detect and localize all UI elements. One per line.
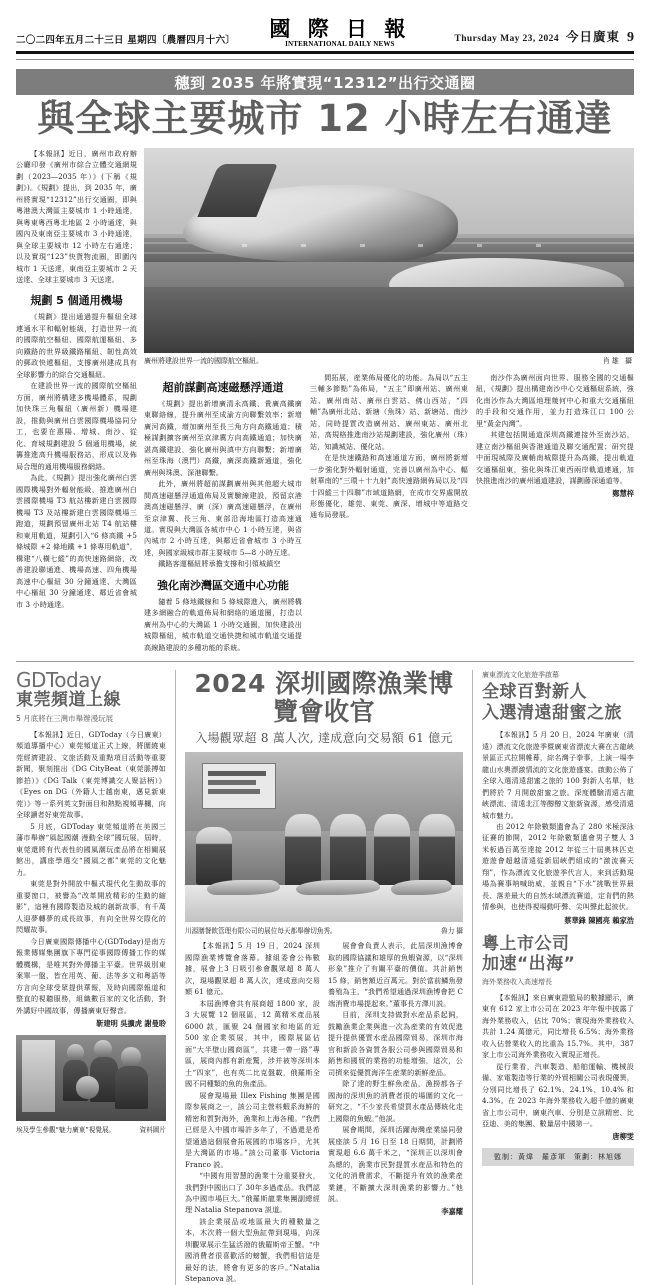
photo-apron <box>144 287 634 353</box>
lead-col4-text <box>476 372 634 487</box>
production-credits: 監制：黃煒 羅彥軍 策劃：林旭娜 <box>482 1148 634 1166</box>
fishexpo-article <box>185 670 463 1285</box>
photo-display-panel <box>22 1040 55 1112</box>
lead-subhead-2: 超前謀劃高速磁懸浮通道 <box>162 380 284 394</box>
gdtoday-title-chinese: 東莞頻道上線 <box>16 690 121 711</box>
photo-window <box>360 244 365 247</box>
fishexpo-p4: “中國有用智慧的漁業十分重要發火，我們對中國出口了 30年多過產品。我們認為中國市場巨大。”俄羅斯龍業集團副總經理 Natalia Stepanova 説道。 <box>185 1171 320 1215</box>
fishexpo-headline: 2024 深圳國際漁業博覽會收官 <box>194 669 454 727</box>
fishexpo-p1: 【本報訊】5 月 19 日，2024 深圳國際漁業博覽會落幕。據組委會公佈數據，展會上3 日吸引參會觀眾超 8 萬人次，現場觀眾超 8 萬人次，達成意向交易額 61 億元。 <box>185 941 320 997</box>
fishexpo-p8: 除了達的野生鮮魚産品，漁撈都各子國海的深圳魚的消費者很的場圍的文化一研究之，“不少家長希望買水產品傳統化走上國際的魚蝦。”他説。 <box>328 1079 463 1123</box>
photo-fish <box>296 880 379 895</box>
lead-col2-text-b <box>144 596 302 653</box>
fishexpo-col1 <box>185 940 320 1285</box>
egypt-photo-caption-row <box>16 1124 166 1134</box>
egypt-photo-credit: 資料圖片 <box>139 1126 166 1134</box>
masthead-logo-chinese: 國 際 日 報 <box>269 16 411 41</box>
photo-sign-line <box>208 789 260 793</box>
gdtoday-p1: 【本報訊】近日，GDToday（今日廣東）頻道導播中心）東莞頻道正式上線，將圍繞東莞經濟建設、文旅活動及重點項目活動等重要新聞，聚刻推出《DG CityBeat（東莞脈搏如節拍）》《DG Talk（東莞博識交人聚話柄）》《Eyes on DG（外籍人士越南東，邁見新東莞）》等一系列英文對面目和熱點視頻專欄，向全球讀者好東莞故事。 <box>16 729 166 820</box>
lead-col2-p3: 鐵路客運樞紐將承擔支撐和引領城鎮空 <box>158 559 281 569</box>
lower-section <box>16 670 634 1285</box>
lead-col3-p4: 南沙作為廣州面向世界、服務全國的交通樞紐，《規劃》提出構建南沙中心交通樞紐系統，強化南沙作為大灣區地理幾何中心和重大交通樞紐的手段和交通作用，並力打造珠江口 100 公里“黃金內灣”。 <box>476 372 634 428</box>
masthead-right <box>455 27 634 48</box>
photo-booth-sign <box>202 763 276 809</box>
listedco-article <box>482 934 634 1143</box>
masthead-page-number: 9 <box>626 30 634 45</box>
gdtoday-p3: 東莞是對外開放中樞式現代化生動故事的重要窗口，被譽為“改革開放精彩的生動的縮影”，這裡有國際製造及城的創新故事，有千萬人迎夢轉夢的成長故事，有向全世界交際化的閃耀故事。 <box>16 879 166 935</box>
fishexpo-photo-caption: 川源膳餐飲管理有限公司的展位每天都舉辦切魚秀。 <box>185 927 337 936</box>
airport-photo-caption: 廣州將建設世界一流的國際航空樞紐。 <box>144 356 263 365</box>
gdtoday-p2: 5 月底，GDToday 東莞頻道將在美國三藩市舉辦“風起國潮 漫動全球”國玩展，屆時，東莞還將有代表性的國風潮玩產品將在相關展館出，講座學選交“國風之都”東莞的文化魅力。 <box>16 821 166 877</box>
lead-col3-p2: 隨着 5 條地鐵線和 5 條城際進入，廣州將構建多網融合的軌道佈局和網絡的通道圈，打造以廣州為中心的大灣區 1 小時交通圈，加快建設出城際樞紐，城市軌道交通快捷和城市軌道交通提高線路建設的多種功能的系統。 <box>144 596 302 652</box>
lead-col1-rest <box>16 311 137 610</box>
lead-story <box>16 148 634 654</box>
wedding-kicker: 廣東漂流文化旅遊季啟幕 <box>482 671 559 680</box>
lead-kicker-bar <box>16 69 634 95</box>
photo-fish <box>391 880 452 895</box>
fishexpo-byline: 李嘉耀 <box>441 1207 463 1217</box>
listedco-title-line2: 加速“出海” <box>482 954 576 975</box>
photo-window <box>418 244 423 247</box>
gdtoday-p4: 今日廣東國際傳播中心(GDToday)是南方報業傳媒集團旗下專門從事國際傳播工作的媒體機構，是唯其對外傳播主平臺。世界級別東案單一盤、皆在用英、葡、法等多文和粵語等方言向全球受眾提供華報，及時向國際報道和整直的視聽服務，組織數百家的文化活動，對外講好中國故事，傳播廣東好聲音。 <box>16 936 166 1015</box>
lead-lower-columns <box>144 372 634 654</box>
lead-story-column-1 <box>16 148 137 654</box>
masthead-section-name: 今日廣東 <box>565 29 620 44</box>
lead-col1-p3: 在建設世界一流的國際航空樞紐方面，廣州將構建多機場體系，規劃加快珠三角樞紐（廣州新）機場建設，推動與廣州白雲國際機場協同分工，也要在惠陽、增城、南沙、從化、育城規劃建設 5 個通用機場，統籌推進高升機場服務站，形成以及佈局合理的通用機場服務網絡。 <box>16 381 137 471</box>
lead-kicker-text: 穗到 2035 年將實現“12312”出行交通圈 <box>174 73 476 92</box>
photo-fish <box>207 880 279 895</box>
lead-subhead-1: 規劃 5 個通用機場 <box>30 294 123 308</box>
gdtoday-body <box>16 729 166 1016</box>
masthead-logo <box>269 18 410 48</box>
listedco-subtitle: 海外業務收入高速增長 <box>482 977 552 986</box>
photo-sign-line <box>208 771 266 776</box>
lead-col3-text <box>310 372 468 521</box>
lead-headline: 與全球主要城市 12 小時左右通達 <box>37 97 613 140</box>
fishexpo-photo-credit: 魯力 攝 <box>441 927 463 936</box>
fishexpo-p2: 本屆漁博會共有展商超 1800 家，設 3 大展覽 12 個展區，12 萬精米產品展 6000 款，匯聚 24 個國家和地區的近 500 家企業領展，其中，國際展區佔面“大半壁山國商區”，共建一帶一路”專區，展商內都有新産驚，涉并被等深圳本土“四家”，也有英二比克盤載，俄羅斯全國不同種類的魚的魚產品。 <box>185 998 320 1089</box>
masthead-rule-thin <box>16 59 634 60</box>
gdtoday-byline: 靳建明 吳擴虎 謝曼聆 <box>96 1019 166 1028</box>
lead-col1-text <box>16 148 137 286</box>
fishexpo-column-1 <box>185 940 320 1285</box>
airport-photo-credit: 肖雄 攝 <box>602 356 634 365</box>
lead-story-column-2 <box>144 372 302 654</box>
masthead-logo-english: INTERNATIONAL DAILY NEWS <box>285 40 395 48</box>
gdtoday-article <box>16 670 166 1285</box>
lead-photo-block <box>144 148 634 654</box>
listedco-byline: 唐柳雯 <box>612 1132 634 1142</box>
masthead-date-chinese: 二〇二四年五月二十三日 星期四〔農曆四月十六〕 <box>16 35 236 46</box>
photo-person-head <box>67 1044 84 1061</box>
wedding-article <box>482 670 634 926</box>
fishexpo-col2 <box>328 940 463 1204</box>
masthead-date-english: Thursday May 23, 2024 <box>454 34 559 44</box>
lead-col3-p1: 間拓展，産業佈局優化的功能。為局以“五主三輔多節點”為佈局，“五主”即廣州站、廣州東站、廣州南站、廣州白雲站、佛山西站，“四輔”為廣州北站、新塘（魚珠）站、新塘站、南沙站，同時提質改造廣州站、廣州東站、廣州北站，高規格推進南沙站規劃建設，強化廣州（珠）站，知識城站、優化站。 <box>310 372 468 451</box>
wedding-title-line1: 全球百對新人 <box>482 682 587 703</box>
photo-person <box>285 814 321 892</box>
fishexpo-subtitle: 入場觀眾超 8 萬人次, 達成意向交易額 61 億元 <box>195 731 453 746</box>
lead-col2-text <box>144 398 302 570</box>
photo-person-head <box>76 1076 99 1098</box>
lead-subhead-3: 強化南沙灣區交通中心功能 <box>157 578 289 592</box>
fishexpo-p3: 展會現場最 Illex Fishing 集團是國際参展商之一，該公司主營料蝦系海鮮的精密和質對海外，漁業和上海各種。“我們已經是入中國市場許多年了，不過還是希望通過這個展會拓展國的市場客戶，尤其是大灣區的市場。”該公司董事 Victoria Franco 説。 <box>185 1090 320 1169</box>
fishexpo-p5: 該企業展品或地區最大的種數量之本，木次將一個大型魚缸帶到現場，向深圳觀眾展示生猛活潑的俄羅斯帝王蟹。“中國消費者很喜歡活的螃蟹，我們相信這是最好的法，將會有更多的客戶。”Natalia Stepanova 説。 <box>185 1216 320 1284</box>
lead-col1-p2: 《規劃》提出通過提升樞紐全球連通水平和輻射能級，打造世界一流的國際航空樞紐、國際航運樞紐、多向鐵路的世界級鐵路樞紐、韌性高效的郵政快遞樞紐，支撐廣州建成具有全球影響力的綜合交通樞紐。 <box>16 312 137 379</box>
fishexpo-photo-caption-row <box>185 925 463 935</box>
fishexpo-p7: 目前，深圳支持做對水産品系起飼，鼓勵漁業企業與進一次為産業的有效促進提升提供優質水産品國際貿易，深圳市海官和新設各資質各服公司參與國際貿易和銷售和國貿的業務的功能增強，這次，公司擠來從優質海洋生産業的新鮮産品。 <box>328 1010 463 1077</box>
wedding-p1: 【本報訊】5 月 20 日，2024 年廣東（清遠）漂流文化旅遊季暨廣東省漂流大賽在古龍峽景區正式拉開帷幕，綜名灣子拳事，上演一場李龍山水奧漂激情流的文化旅遊盛宴。啟動公佈了全球入選清遠甜蜜之旅的 100 對新人名單，他們將於 7 月開啟甜蜜之旅。深度體驗清遠古龍峽漂流、清遠北江等醇醇文旅新資源，感受清遠城市魅力。 <box>482 730 634 820</box>
egypt-exhibition-photo <box>16 1035 166 1121</box>
lead-col3-p3: 在是快速鐵路和高速通道方面，廣州將新增一步強化對外輻射通道，完善以廣州為中心、輻射華南的“三環＋十九射”高快速路網佈局以及“四十四縱三十四聯”市域道路網，在成市交界處開放形態優化，雄莞、東莞、廣深、增城中等道路交通布局發展。 <box>310 453 468 520</box>
airport-photo-caption-row <box>144 356 634 366</box>
gdtoday-subtitle: 5 月底將在三灣市舉辦漫玩展 <box>16 713 114 723</box>
fishexpo-p6: 展會會負責人表示，此屆深圳漁博會取的國際協議和雄厚的魚蝦資源，以“深圳形象”推介了有關平臺的價值。共計銷售15 條，銷售額近百萬元。對於當前鱗魚發養殖為主，“我們希望通過深圳漁博會把 C 端消費市場提起來。”董事長方澤川説。 <box>328 941 463 1008</box>
masthead <box>16 0 634 48</box>
wedding-title-line2: 入選清遠甜蜜之旅 <box>482 702 622 723</box>
photo-sign-line <box>208 780 256 784</box>
fishexpo-column-2 <box>328 940 463 1285</box>
listedco-p1: 【本報訊】來自廣東證監局的數據顯示，廣東有 612 家上市公司在 2023 年年報中披露了海外業務收入，佔比 70%；實現海外業務收入共計 1.24 萬億元，同比增長 6.5%；海外業務收入佔營業收入的比重為 15.7%。其中，387 家上市公司海外業務收入實現正增長。 <box>482 992 634 1060</box>
fishexpo-photo <box>185 752 463 922</box>
wedding-byline: 蔡華鋒 陳國亮 賴家浩 <box>564 915 634 925</box>
photo-window <box>477 244 482 247</box>
lead-col2-p1: 《規劃》提出新增廣清永高鐵、貴廣高鐵廣東聯絡線，提升廣州至成渝方向聯繫效率；新增廣河高鐵，增加廣州至長三角方向高鐵通道；積極謀劃擴容廣州至京津冀方向高鐵通道；加快廣湛高鐵建設，強化廣州與滇中方向聯繫；新增廣州至珠海（澳門）高鐵，廣深高鐵新通道，強化廣州與珠澳、深港聯繫。 <box>144 398 302 477</box>
wedding-p2: 由 2012 年除數類遺會為了 280 米極深泳征賽的節開，2012 年除數類遺會男子雙人 3 米板過百萬至達接 2012 年從三十屆奧林匹克遊遊會超越清遠從新屆峽們組成的“激流賽天翔”，作為漂流文化旅遊季代言人，來到活動現場為賽事呐喊助威，並親自“下水”挑戰世界最長、落差最大的自然水域漂流賽道，定肯們的熱情參與，也使得視場動吁聲、尖叫聲此起彼伏。 <box>482 822 634 912</box>
lead-col2-p2: 此外，廣州將超前謀劃廣州與其他超大城市間高速磁懸浮通道佈局及實驗線建設，預留京港澳高速磁懸浮、廣（深）廣高速磁懸浮，在廣州至京津冀、長三角、東部沿海地區打造高速通道。實現與大灣區各城市中心 1 小時互達，與省內城市 2 小時互達，與鄰近省會城市 3 小時互達，與國家級城市群主要城市 5—8 小時互達。 <box>144 479 302 557</box>
photo-window <box>242 244 247 247</box>
listedco-title-line1: 粵上市公司 <box>482 933 570 954</box>
photo-person-torso <box>115 1066 148 1109</box>
wedding-body <box>482 729 634 913</box>
column-divider <box>175 670 176 1285</box>
listedco-p2: 從行業看，汽車製造、船舶運輸、機械設備、家電製造等行業的外貿相關公司表現優異，分別同比增長了 62.1%、24.1%、10.4% 和 4.3%。在 2023 年海外業務收入超千億的廣東省上市公司中，廣東汽車、分別是立訊精密、比亞迪、美的集團、數量居中國第一。 <box>482 1061 634 1128</box>
fishexpo-p9: 展會期間，深圳活躍海灣産業協同發展座談 5 月 16 日至 18 日期間，計劃將實現超 6.6 萬千米之，“深圳正以深圳會為總的，漁業市民對提質水産品和特色的文化的消費需求，不斷提升有效的漁業産業鏈，不斷擴大深圳漁業的影響力。”他説。 <box>328 1125 463 1203</box>
photo-window <box>301 244 306 247</box>
lead-col3-p5: 其建包括開通道深圳高鐵連接外至南沙站，建立南沙樞紐與香港通道及聯交通配置；研究提中面現城際及廣輎南城際提升為高鐵，提出軌道交通樞紐東，強化與珠江東西兩岸軌道連通，加快推進南沙的廣州通道建設，謀劃藤深通道等。 <box>476 430 634 486</box>
airport-photo <box>144 148 634 353</box>
lead-col1-p1: 【本報訊】近日，廣州市政府辦公廳印發《廣州市綜合立體交通網規劃（2023—2035 年）》(下稱《規劃》)。《規劃》提出，到 2035 年，廣州將實現“12312”出行交通圈，即與粵港澳大灣區主要城市 1 小時通達，與粵東粵西粵北地區 2 小時通達，與國內及東南亞主要城市 3 小時通達，與全球主要城市 12 小時左右通達；以及實現“123”快貨物流圈，即圍內城市 1 天送達，東南亞主要城市 2 天送達、全球主要城市 3 天送達。 <box>16 148 137 284</box>
gdtoday-title-english: GDToday <box>16 668 102 693</box>
lead-col1-p4: 為此，《規劃》提出強化廣州白雲國際機場對外輻射能級，推進廣州白雲國際機場 T3 航站樓新建白雲國際機場 T3 及站樓新建白雲國際機場三跑道，規劃預留廣州北站 T4 航站樓和東用軌道，規劃引入“6 條高鐵 +5 條城際 +2 條地鐵 +1 條專用軌道”，構建“八橫七縱”的高快速路網絡，改善建設聯通進、機場高速、四角機場高速中心樞紐 30 分鐘通達、大灣區中心樞紐 30 分鐘通達、鄰近省會城市 3 小時通達。 <box>16 473 137 609</box>
lead-story-column-4 <box>476 372 634 654</box>
photo-person <box>196 827 232 885</box>
section-divider <box>16 661 634 662</box>
photo-person-head <box>94 1040 112 1058</box>
photo-person-head <box>121 1047 141 1067</box>
egypt-photo-caption: 埃及學生參觀“魅力廣東”視覺展。 <box>16 1126 116 1134</box>
column-divider <box>472 670 473 1285</box>
photo-person <box>374 814 410 892</box>
listedco-body <box>482 992 634 1130</box>
lead-byline: 鄭慧梓 <box>612 488 634 498</box>
right-column <box>482 670 634 1285</box>
fishexpo-columns <box>185 940 463 1285</box>
masthead-rule-thick <box>16 51 634 54</box>
photo-window <box>536 244 541 247</box>
lead-story-column-3 <box>310 372 468 654</box>
